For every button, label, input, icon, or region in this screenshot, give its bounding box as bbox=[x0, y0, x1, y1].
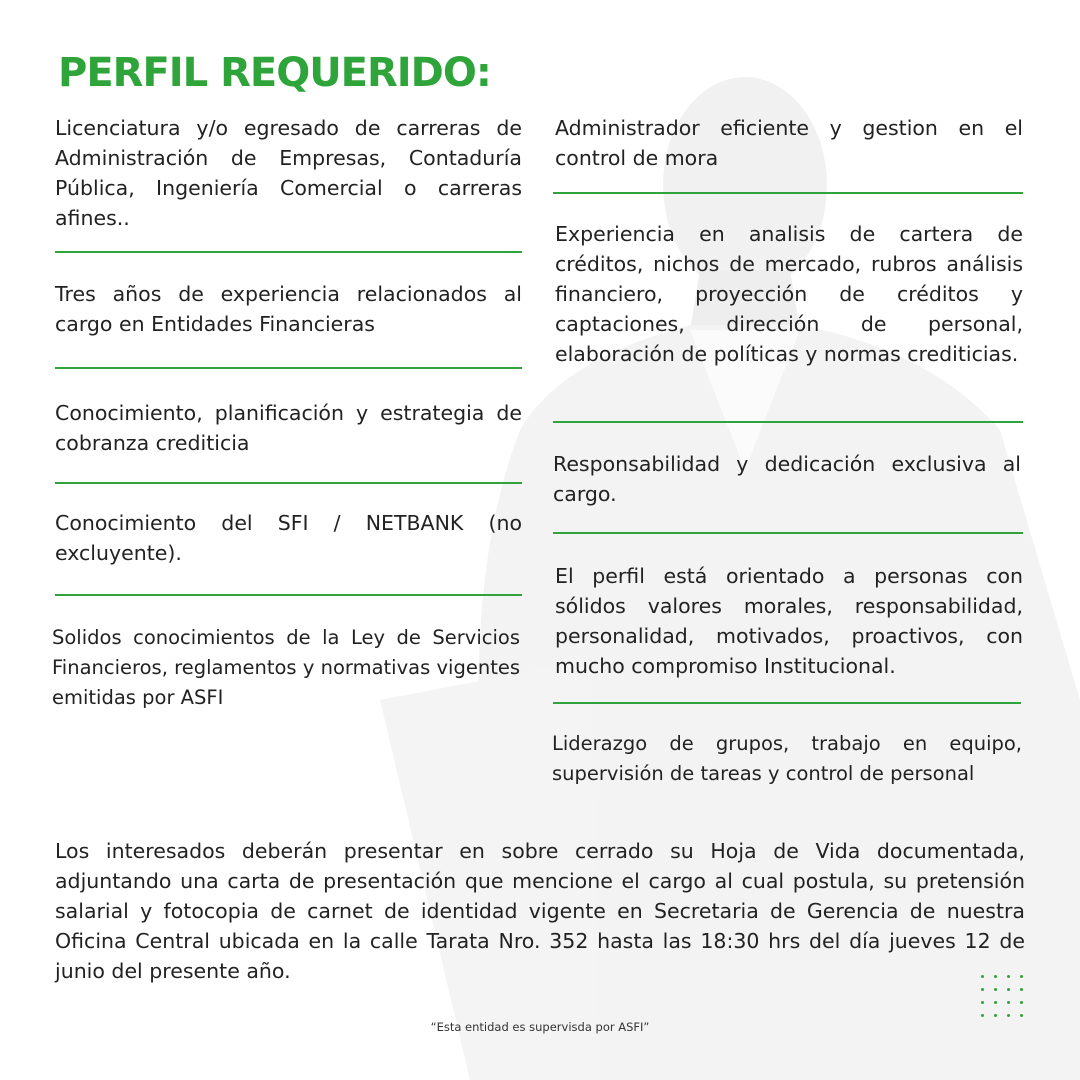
requirement-delinquency-control: Administrador eficiente y gestion en el control de mora bbox=[555, 116, 1023, 170]
requirement-experience: Tres años de experiencia relacionados al cargo en Entidades Financieras bbox=[55, 282, 522, 336]
divider bbox=[553, 702, 1021, 704]
requirement-leadership: Liderazgo de grupos, trabajo en equipo, supervisión de tareas y control de personal bbox=[552, 732, 1022, 785]
page-title: PERFIL REQUERIDO: bbox=[58, 50, 491, 96]
divider bbox=[55, 251, 522, 253]
divider bbox=[55, 594, 522, 596]
divider bbox=[553, 532, 1023, 534]
divider bbox=[55, 482, 522, 484]
requirement-portfolio-analysis: Experiencia en analisis de cartera de créditos, nichos de mercado, rubros análisis financiero, proyección de créditos y captaciones, dirección de personal, elaboración de políticas y normas crediticias. bbox=[555, 222, 1023, 366]
requirement-exclusive-dedication: Responsabilidad y dedicación exclusiva al cargo. bbox=[553, 452, 1021, 506]
divider bbox=[553, 192, 1023, 194]
supervision-note: “Esta entidad es supervisda por ASFI” bbox=[430, 1020, 650, 1034]
divider bbox=[553, 421, 1023, 423]
dot-grid-icon bbox=[981, 975, 1023, 1017]
requirement-collection-knowledge: Conocimiento, planificación y estrategia de cobranza crediticia bbox=[55, 401, 522, 455]
application-instructions: Los interesados deberán presentar en sobre cerrado su Hoja de Vida documentada, adjuntando una carta de presentación que mencione el cargo al cual postula, su pretensión salarial y fotocopia de carnet de identidad vigente en Secretaria de Gerencia de nuestra Oficina Central ubicada en la calle Tarata Nro. 352 hasta las 18:30 hrs del día jueves 12 de junio del presente año. bbox=[55, 839, 1025, 983]
requirement-financial-law: Solidos conocimientos de la Ley de Servicios Financieros, reglamentos y normativas vigentes emitidas por ASFI bbox=[52, 626, 520, 709]
divider bbox=[55, 367, 522, 369]
requirement-profile-values: El perfil está orientado a personas con sólidos valores morales, responsabilidad, personalidad, motivados, proactivos, con mucho compromiso Institucional. bbox=[555, 564, 1023, 678]
requirement-sfi-netbank: Conocimiento del SFI / NETBANK (no excluyente). bbox=[55, 511, 522, 565]
requirement-degree: Licenciatura y/o egresado de carreras de Administración de Empresas, Contaduría Pública, Ingeniería Comercial o carreras afines.. bbox=[55, 116, 522, 230]
